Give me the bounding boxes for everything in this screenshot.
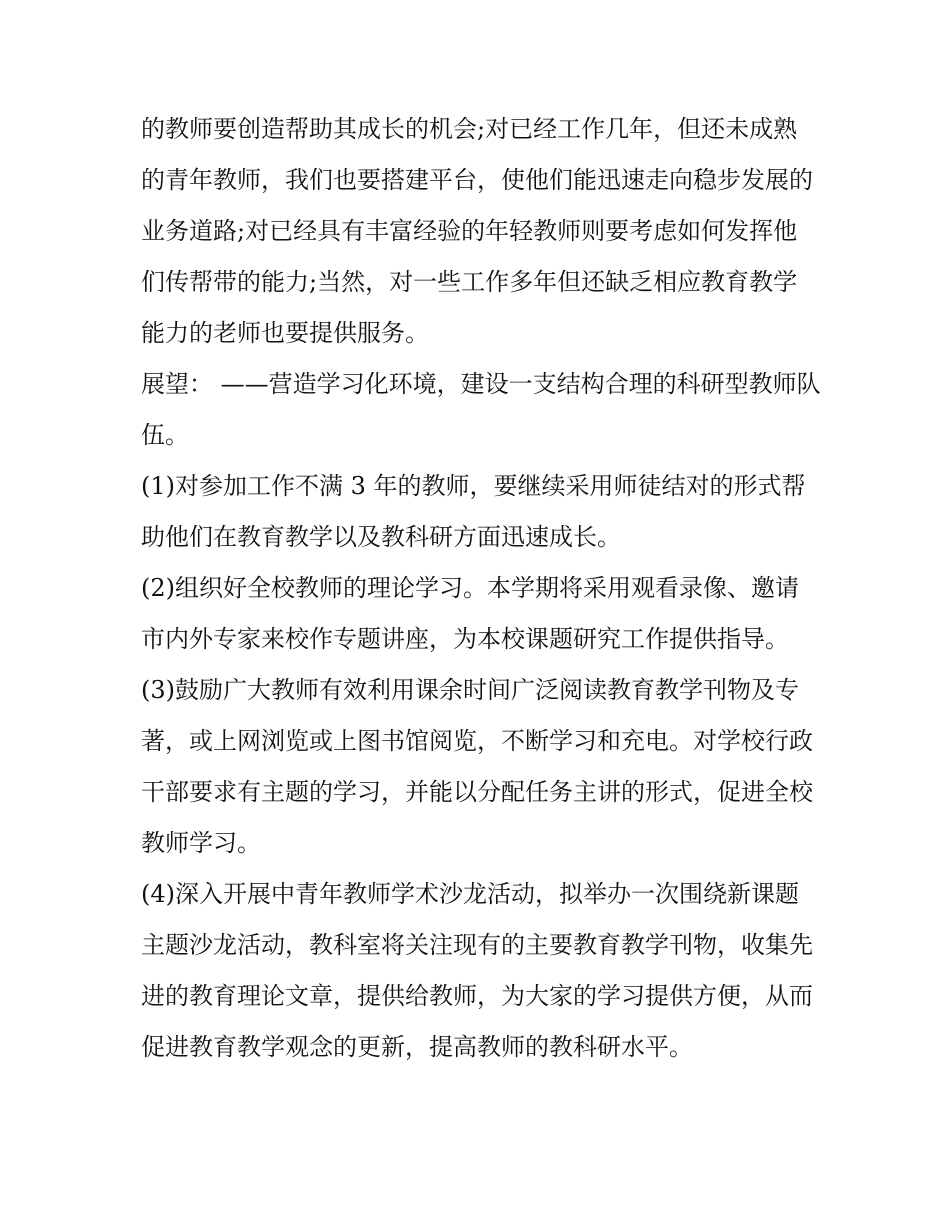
paragraph-item-2: (2)组织好全校教师的理论学习。本学期将采用观看录像、邀请市内外专家来校作专题讲座，为本校课题研究工作提供指导。 bbox=[141, 574, 799, 653]
paragraph-continuation: 的教师要创造帮助其成长的机会;对已经工作几年，但还未成熟的青年教师，我们也要搭建平台，使他们能迅速走向稳步发展的业务道路;对已经具有丰富经验的年轻教师则要考虑如何发挥他们传帮带的能力;当然，对一些工作多年但还缺乏相应教育教学能力的老师也要提供服务。 bbox=[141, 115, 813, 347]
paragraph-item-4: (4)深入开展中青年教师学术沙龙活动，拟举办一次围绕新课题主题沙龙活动，教科室将关注现有的主要教育教学刊物，收集先进的教育理论文章，提供给教师，为大家的学习提供方便，从而促进教育教学观念的更新，提高教师的教科研水平。 bbox=[141, 880, 813, 1061]
paragraph-item-3: (3)鼓励广大教师有效利用课余时间广泛阅读教育教学刊物及专著，或上网浏览或上图书馆阅览，不断学习和充电。对学校行政干部要求有主题的学习，并能以分配任务主讲的形式，促进全校教师学习。 bbox=[141, 676, 813, 857]
paragraph-outlook: 展望： ——营造学习化环境，建设一支结构合理的科研型教师队伍。 bbox=[141, 370, 821, 449]
paragraph-item-1: (1)对参加工作不满 3 年的教师，要继续采用师徒结对的形式帮助他们在教育教学以及教科研方面迅速成长。 bbox=[141, 472, 806, 551]
document-body bbox=[141, 104, 821, 1073]
